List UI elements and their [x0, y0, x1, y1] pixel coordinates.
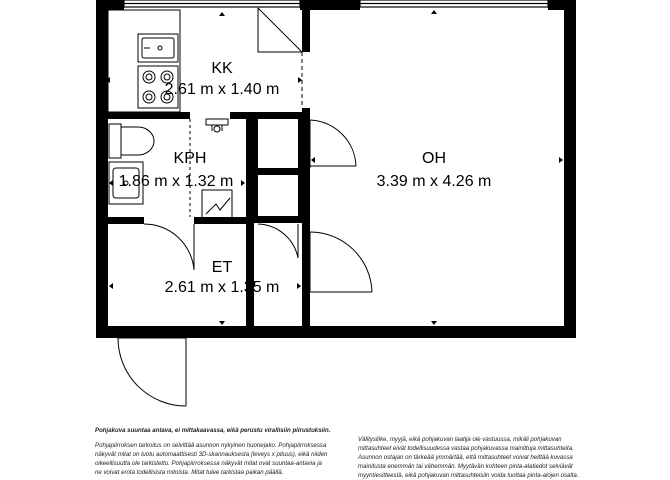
disclaimer-left: [95, 426, 330, 477]
disclaimer-right: [358, 435, 579, 480]
disclaimer-heading: Pohjakuva suuntaa antava, ei mittakaavassa, eikä perustu virallisiin piirustuksiin.: [95, 427, 331, 434]
bathroom-door: [202, 190, 232, 217]
entrance-door: [118, 338, 186, 406]
disclaimer-right-line: Välitysliike, myyjä, eikä pohjakuvan laatija ole vastuussa, mikäli pohjakuvan: [358, 436, 562, 443]
room-door-upper: [310, 120, 356, 168]
disclaimer-left-line: ne voivat erota todellisista mitoista. Mitat tulee tarkistaa paikan päällä.: [95, 469, 284, 476]
measure-ticks: [106, 10, 563, 325]
room-door-lower: [310, 232, 372, 292]
room-size-et: 2.61 m x 1.35 m: [164, 279, 280, 296]
room-name-oh: OH: [422, 150, 446, 167]
disclaimer-left-line: oikeellisuutta ole tarkistettu. Pohjapiirroksessa näkyvät mitat ovat suuntaa-antavia ja: [95, 460, 322, 467]
disclaimer-right-line: mainitusta enemmän tai vähemmän. Myytävän kohteen pinta-alatiedot selviävät: [358, 463, 573, 470]
room-name-kph: KPH: [173, 150, 207, 167]
room-name-kk: KK: [211, 60, 233, 77]
disclaimer-left-line: näkyvät mitat on luotu automaattisesti 3D-skannauksesta (leveys x pituus), eikä niiden: [95, 451, 328, 458]
disclaimer-right-line: myyntiesitteestä, eikä pohjakuvan mittasuhteisiin voida luottaa pinta-alojen osalta.: [358, 472, 579, 479]
room-size-kph: 1.86 m x 1.32 m: [118, 173, 234, 190]
shower-icon: [190, 119, 228, 217]
disclaimer-right-line: Asunnon ostajan on tärkeää ymmärtää, että mittasuhteet voivat heittää kuvassa: [358, 454, 573, 461]
sink-icon: [138, 34, 178, 62]
disclaimer-right-line: mittasuhteet eivät todellisuudessa vastaa pohjakuvassa mainittuja mittasuhteita.: [358, 445, 574, 452]
room-size-oh: 3.39 m x 4.26 m: [376, 173, 492, 190]
room-size-kk: 2.61 m x 1.40 m: [164, 81, 280, 98]
room-name-et: ET: [211, 259, 233, 276]
disclaimer-left-line: Pohjapiirroksen tarkoitus on selvittää asunnon nykyinen huonejako. Pohjapiirroksessa: [95, 442, 327, 449]
toilet-icon: [109, 124, 154, 158]
